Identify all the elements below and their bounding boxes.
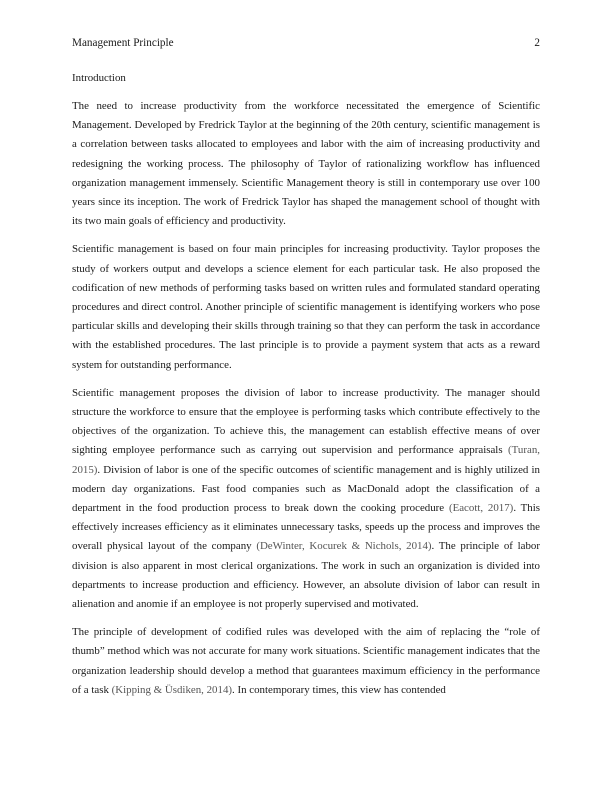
paragraph-text: . Division of labor is one of the specific outcomes of scientific management and is highly utilized in modern day organizations. Fast food companies such as MacDonald adopt the classification of a department in the food production process to break down the cooking procedure: [72, 463, 540, 515]
citation: (DeWinter, Kocurek & Nichols, 2014): [256, 540, 432, 553]
section-heading: Introduction: [72, 72, 126, 84]
body-paragraph: [72, 384, 540, 614]
paragraph-text: Scientific management proposes the division of labor to increase productivity. The manager should structure the workforce to ensure that the employee is performing tasks which contribute effectively to the objectives of the organization. To achieve this, the management can establish effective means of over sighting employee performance such as carrying out supervision and performance appraisals: [72, 386, 540, 457]
page-number: 2: [534, 37, 540, 49]
citation: (Kipping & Üsdiken, 2014): [111, 683, 233, 696]
paragraph-text: The need to increase productivity from the workforce necessitated the emergence of Scientific Management. Developed by Fredrick Taylor at the beginning of the 20th century, scientific management is a correlation between tasks allocated to employees and labor with the aim of increasing productivity and redesigning the working process. The philosophy of Taylor of rationalizing workflow has influenced organization management immensely. Scientific Management theory is still in contemporary use over 100 years since its inception. The work of Fredrick Taylor has shaped the management school of thought with its two main goals of efficiency and productivity.: [72, 100, 540, 228]
paragraph-text: Scientific management is based on four main principles for increasing productivity. Taylor proposes the study of workers output and develops a science element for each particular task. He also proposed the codification of new methods of performing tasks based on written rules and formulated standard operating procedures and direct control. Another principle of scientific management is identifying workers who pose particular skills and developing their skills through training so that they can perform the task in accordance with the established procedures. The last principle is to provide a payment system that acts as a reward system for outstanding performance.: [72, 243, 540, 371]
body-paragraph: [72, 97, 540, 231]
paragraph-text: . The principle of labor division is also apparent in most clerical organizations. The work in such an organization is divided into departments to increase production and efficiency. However, an absolute division of labor can result in alienation and anomie if an employee is not properly supervised and motivated.: [72, 540, 540, 611]
paragraph-text: . This effectively increases efficiency as it eliminates unnecessary tasks, speeds up the process and improves the overall physical layout of the company: [72, 502, 540, 553]
citation: (Turan, 2015): [72, 444, 540, 476]
running-title: Management Principle: [72, 37, 174, 49]
body-paragraph: [72, 623, 540, 700]
body-paragraph: [72, 240, 540, 374]
paragraph-text: The principle of development of codified rules was developed with the aim of replacing the “role of thumb” method which was not accurate for many work situations. Scientific management indicates that the organization leadership should develop a method that guarantees maximum efficiency in the performance of a task: [72, 626, 540, 696]
document-body: [72, 71, 540, 709]
citation: (Eacott, 2017): [448, 502, 514, 515]
paragraph-list: [72, 97, 540, 700]
paragraph-text: . In contemporary times, this view has contended: [232, 683, 446, 696]
